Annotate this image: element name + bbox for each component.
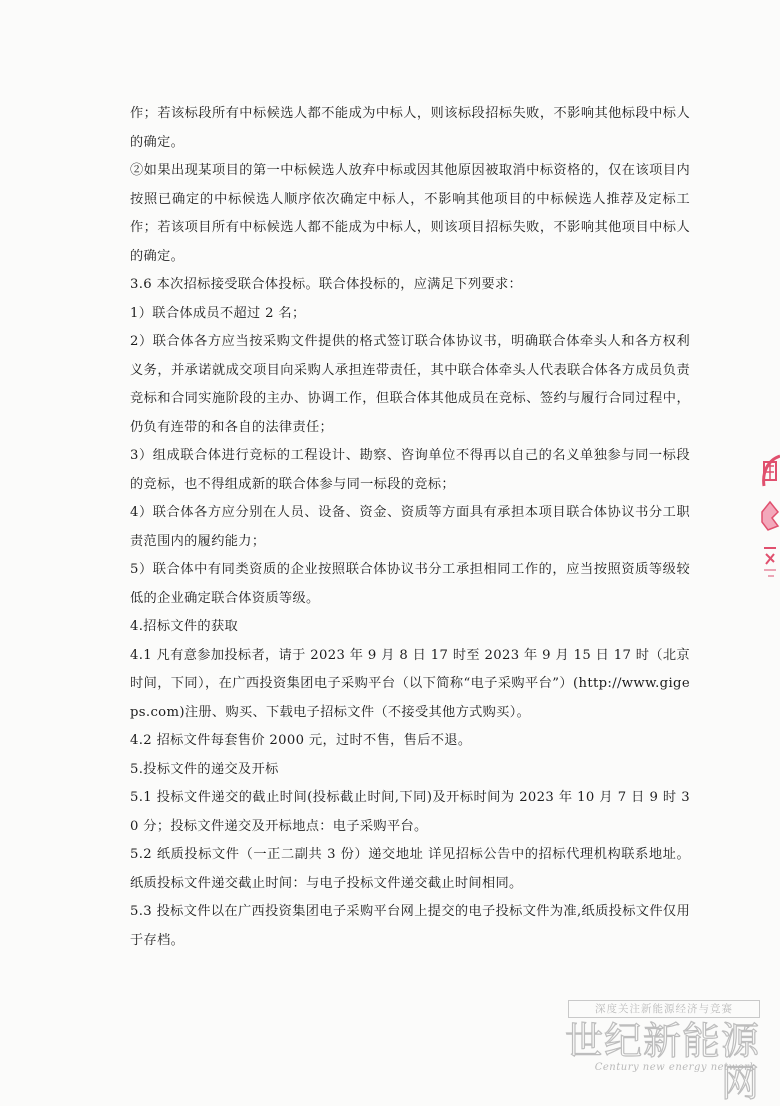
section-4-heading: 4.招标文件的获取 — [130, 619, 239, 634]
section-5-heading: 5.投标文件的递交及开标 — [130, 761, 279, 777]
paragraph-1: 作；若该标段所有中标候选人都不能成为中标人，则该标段招标失败，不影响其他标段中标人的确定。 — [130, 106, 690, 150]
section-5-1: 5.1 投标文件递交的截止时间(投标截止时间,下同)及开标时间为 2023 年 10 月 7 日 9 时 30 分；投标文件递交及开标地点：电子采购平台。 — [130, 790, 690, 834]
section-4-1: 4.1 凡有意参加投标者，请于 2023 年 9 月 8 日 17 时至 2023 年 9 月 15 日 17 时（北京时间，下同），在广西投资集团电子采购平台（以下简称“电子采购平台”）(http://www.gigeps.com)注册、购买、下载电子招标文件（不接受其他方式购买）。 — [130, 647, 690, 720]
section-4-2: 4.2 招标文件每套售价 2000 元，过时不售，售后不退。 — [130, 733, 472, 748]
watermark-tagline: 深度关注新能源经济与竞赛 — [568, 1000, 760, 1018]
requirement-4: 4）联合体各方应分别在人员、设备、资金、资质等方面具有承担本项目联合体协议书分工职责范围内的履约能力； — [130, 505, 690, 549]
section-5-3: 5.3 投标文件以在广西投资集团电子采购平台网上提交的电子投标文件为准,纸质投标文件仅用于存档。 — [130, 904, 690, 948]
watermark — [540, 1000, 760, 1105]
section-3-6: 3.6 本次招标接受联合体投标。联合体投标的，应满足下列要求： — [130, 277, 523, 292]
requirement-2: 2）联合体各方应当按采购文件提供的格式签订联合体协议书，明确联合体牵头人和各方权利义务，并承诺就成交项目向采购人承担连带责任，其中联合体牵头人代表联合体各方成员负责竞标和合同实施阶段的主办、协调工作，但联合体其他成员在竞标、签约与履行合同过程中，仍负有连带的和各自的法律责任； — [130, 334, 690, 435]
section-5-2: 5.2 纸质投标文件（一正二副共 3 份）递交地址 详见招标公告中的招标代理机构联系地址。纸质投标文件递交截止时间：与电子投标文件递交截止时间相同。 — [130, 847, 690, 891]
red-seal-fragment — [758, 452, 780, 592]
requirement-5: 5）联合体中有同类资质的企业按照联合体协议书分工承担相同工作的，应当按照资质等级较低的企业确定联合体资质等级。 — [130, 562, 690, 606]
document-body — [130, 100, 690, 955]
requirement-3: 3）组成联合体进行竞标的工程设计、勘察、咨询单位不得再以自己的名义单独参与同一标段的竞标，也不得组成新的联合体参与同一标段的竞标； — [130, 448, 690, 492]
requirement-1: 1）联合体成员不超过 2 名； — [130, 305, 306, 321]
watermark-subtitle: Century new energy network — [594, 1062, 756, 1073]
watermark-brand: 世纪新能源网 — [564, 1019, 760, 1105]
seal-icon — [758, 452, 780, 592]
paragraph-2: ②如果出现某项目的第一中标候选人放弃中标或因其他原因被取消中标资格的，仅在该项目内按照已确定的中标候选人顺序依次确定中标人，不影响其他项目的中标候选人推荐及定标工作；若该项目所有中标候选人都不能成为中标人，则该项目招标失败，不影响其他项目中标人的确定。 — [130, 163, 690, 264]
